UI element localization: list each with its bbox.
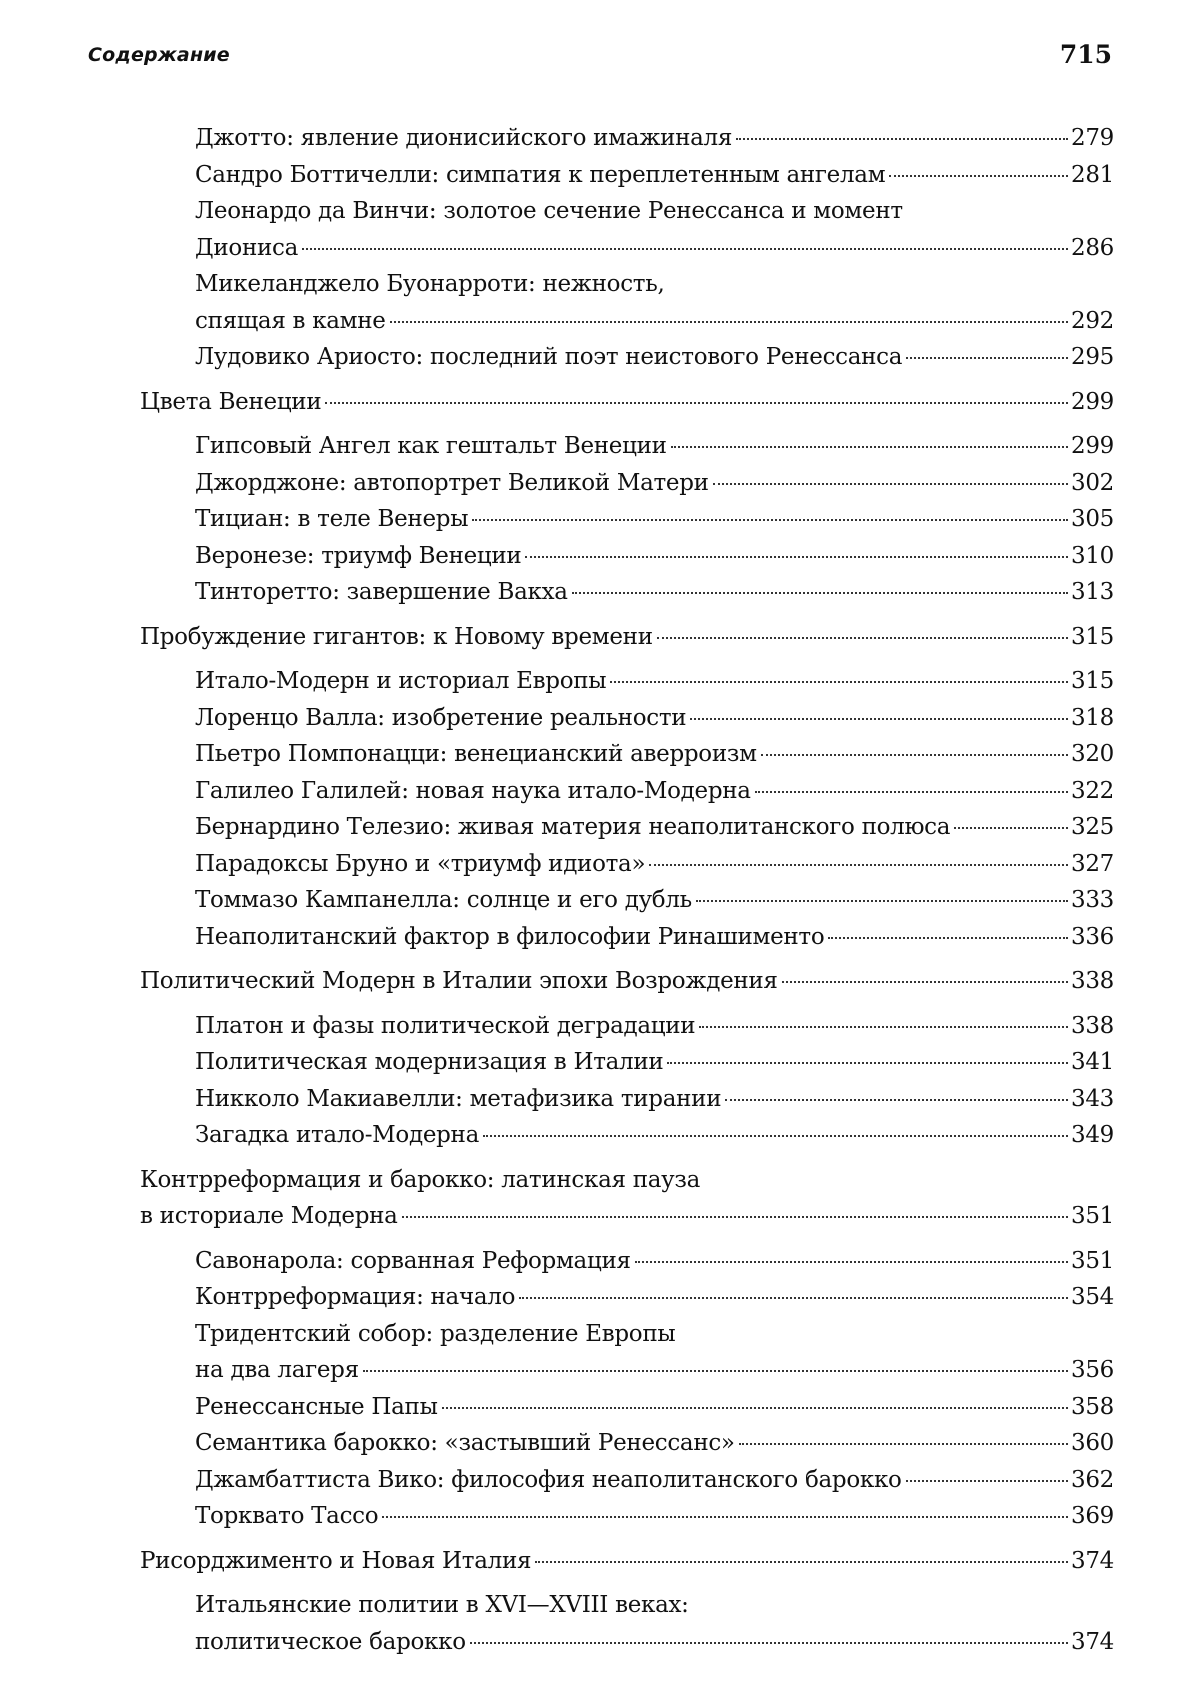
- toc-entry-title: Платон и фазы политической деградации: [195, 1012, 696, 1039]
- toc-subsection-entry[interactable]: [195, 157, 1114, 194]
- dot-leader: [525, 540, 1068, 563]
- toc-entry-line: [140, 1198, 1114, 1235]
- toc-entry-line: [140, 619, 1114, 656]
- toc-entry-title: Парадоксы Бруно и «триумф идиота»: [195, 850, 646, 877]
- toc-subsection-entry[interactable]: [195, 846, 1114, 883]
- toc-entry-line: [195, 339, 1114, 376]
- toc-page-number: 338: [1071, 1012, 1114, 1039]
- dot-leader: [667, 1046, 1068, 1069]
- toc-page-number: 351: [1071, 1203, 1114, 1229]
- toc-subsection-entry[interactable]: [195, 1587, 1114, 1660]
- toc-entry-title: Рисорджименто и Новая Италия: [140, 1547, 532, 1574]
- dot-leader: [889, 159, 1068, 182]
- toc-page-number: 295: [1071, 344, 1114, 370]
- toc-entry-title: Джамбаттиста Вико: философия неаполитанского барокко: [195, 1466, 902, 1493]
- toc-entry-title: Леонардо да Винчи: золотое сечение Ренессанса и момент: [195, 198, 903, 224]
- dot-leader: [472, 503, 1068, 526]
- page-header: [88, 40, 1112, 72]
- toc-entry-title: Загадка итало-Модерна: [195, 1122, 479, 1148]
- toc-entry-title: Пробуждение гигантов: к Новому времени: [140, 623, 653, 650]
- dot-leader: [671, 430, 1068, 453]
- toc-entry-line: [195, 1316, 1114, 1353]
- toc-subsection-entry[interactable]: [195, 574, 1114, 611]
- toc-entry-line: [195, 266, 1114, 303]
- toc-page-number: 333: [1071, 887, 1114, 913]
- dot-leader: [470, 1626, 1068, 1649]
- toc-entry-title: Джорджоне: автопортрет Великой Матери: [195, 469, 709, 496]
- dot-leader: [725, 1083, 1068, 1106]
- toc-subsection-entry[interactable]: [195, 1008, 1114, 1045]
- toc-page-number: 299: [1071, 433, 1114, 459]
- dot-leader: [635, 1245, 1068, 1268]
- table-of-contents: [140, 120, 1114, 1660]
- dot-leader: [954, 811, 1068, 834]
- page-number: 715: [1059, 40, 1112, 69]
- toc-entry-line: [140, 963, 1114, 1000]
- toc-entry-title: Веронезе: триумф Венеции: [195, 542, 522, 569]
- toc-page-number: 354: [1071, 1284, 1114, 1310]
- toc-entry-title: Итало-Модерн и историал Европы: [195, 668, 607, 694]
- toc-entry-title: Савонарола: сорванная Реформация: [195, 1247, 631, 1274]
- toc-entry-title: спящая в камне: [195, 307, 386, 334]
- dot-leader: [390, 305, 1068, 328]
- toc-subsection-entry[interactable]: [195, 428, 1114, 465]
- toc-page-number: 305: [1071, 506, 1114, 532]
- toc-section-entry[interactable]: [140, 619, 1114, 656]
- toc-page-number: 336: [1071, 923, 1114, 950]
- toc-entry-line: [195, 303, 1114, 340]
- toc-page-number: 315: [1071, 623, 1114, 650]
- toc-entry-title: Семантика барокко: «застывший Ренессанс»: [195, 1430, 735, 1456]
- toc-page-number: 281: [1071, 161, 1114, 188]
- toc-subsection-entry[interactable]: [195, 1044, 1114, 1081]
- toc-section-entry[interactable]: [140, 1162, 1114, 1235]
- toc-subsection-entry[interactable]: [195, 266, 1114, 339]
- toc-entry-line: [195, 736, 1114, 773]
- toc-section-entry[interactable]: [140, 1543, 1114, 1580]
- toc-subsection-entry[interactable]: [195, 538, 1114, 575]
- toc-subsection-entry[interactable]: [195, 1081, 1114, 1118]
- toc-subsection-entry[interactable]: [195, 120, 1114, 157]
- toc-subsection-entry[interactable]: [195, 193, 1114, 266]
- toc-page-number: 349: [1071, 1122, 1114, 1148]
- toc-entry-line: [195, 1279, 1114, 1316]
- dot-leader: [483, 1119, 1068, 1142]
- toc-entry-line: [195, 1081, 1114, 1118]
- toc-page-number: 360: [1071, 1430, 1114, 1456]
- toc-entry-title: Тициан: в теле Венеры: [195, 506, 469, 532]
- toc-section-entry[interactable]: [140, 384, 1114, 421]
- dot-leader: [690, 702, 1068, 725]
- toc-entry-title: Итальянские политии в XVI—XVIII веках:: [195, 1592, 689, 1618]
- toc-entry-title: на два лагеря: [195, 1357, 359, 1383]
- toc-entry-title: Тинторетто: завершение Вакха: [195, 579, 568, 605]
- toc-subsection-entry[interactable]: [195, 1279, 1114, 1316]
- toc-entry-title: Контрреформация: начало: [195, 1284, 516, 1310]
- toc-entry-line: [195, 465, 1114, 502]
- toc-entry-line: [195, 773, 1114, 810]
- toc-subsection-entry[interactable]: [195, 1462, 1114, 1499]
- toc-entry-title: Микеланджело Буонарроти: нежность,: [195, 271, 665, 297]
- toc-page-number: 310: [1071, 542, 1114, 569]
- toc-subsection-entry[interactable]: [195, 919, 1114, 956]
- toc-entry-line: [195, 193, 1114, 230]
- dot-leader: [363, 1354, 1068, 1377]
- toc-entry-title: Томмазо Кампанелла: солнце и его дубль: [195, 887, 692, 913]
- toc-entry-title: Неаполитанский фактор в философии Ринашименто: [195, 923, 825, 950]
- toc-entry-title: Сандро Боттичелли: симпатия к переплетенным ангелам: [195, 161, 886, 188]
- dot-leader: [402, 1200, 1068, 1223]
- dot-leader: [519, 1281, 1068, 1304]
- toc-page-number: 341: [1071, 1049, 1114, 1075]
- toc-entry-line: [195, 700, 1114, 737]
- toc-entry-line: [195, 538, 1114, 575]
- toc-entry-title: Никколо Макиавелли: метафизика тирании: [195, 1085, 722, 1112]
- toc-entry-line: [195, 157, 1114, 194]
- dot-leader: [906, 341, 1068, 364]
- dot-leader: [713, 467, 1068, 490]
- toc-subsection-entry[interactable]: [195, 809, 1114, 846]
- toc-page-number: 374: [1071, 1547, 1114, 1574]
- toc-entry-title: Цвета Венеции: [140, 388, 322, 415]
- toc-entry-line: [195, 846, 1114, 883]
- toc-page-number: 302: [1071, 469, 1114, 496]
- toc-subsection-entry[interactable]: [195, 1389, 1114, 1426]
- dot-leader: [535, 1545, 1068, 1568]
- toc-page-number: 313: [1071, 579, 1114, 605]
- toc-subsection-entry[interactable]: [195, 1316, 1114, 1389]
- dot-leader: [699, 1010, 1068, 1033]
- toc-page-number: 343: [1071, 1085, 1114, 1112]
- dot-leader: [736, 122, 1068, 145]
- toc-page-number: 374: [1071, 1628, 1114, 1655]
- toc-page-number: 292: [1071, 307, 1114, 334]
- toc-entry-title: политическое барокко: [195, 1628, 466, 1655]
- toc-entry-title: Тридентский собор: разделение Европы: [195, 1320, 676, 1347]
- dot-leader: [755, 775, 1068, 798]
- toc-page-number: 362: [1071, 1466, 1114, 1493]
- toc-entry-title: Галилео Галилей: новая наука итало-Модерна: [195, 777, 751, 804]
- dot-leader: [325, 386, 1068, 409]
- dot-leader: [572, 576, 1068, 599]
- toc-entry-line: [195, 919, 1114, 956]
- dot-leader: [696, 884, 1068, 907]
- dot-leader: [739, 1427, 1068, 1450]
- dot-leader: [761, 738, 1068, 761]
- toc-entry-line: [195, 428, 1114, 465]
- toc-entry-line: [195, 1352, 1114, 1389]
- toc-entry-line: [195, 1425, 1114, 1462]
- toc-page-number: 279: [1071, 125, 1114, 151]
- toc-entry-line: [195, 663, 1114, 700]
- dot-leader: [442, 1391, 1068, 1414]
- toc-entry-line: [195, 574, 1114, 611]
- toc-entry-line: [195, 1008, 1114, 1045]
- dot-leader: [610, 665, 1068, 688]
- dot-leader: [657, 621, 1068, 644]
- toc-entry-title: Лудовико Ариосто: последний поэт неистового Ренессанса: [195, 344, 903, 370]
- toc-subsection-entry[interactable]: [195, 882, 1114, 919]
- toc-entry-line: [195, 809, 1114, 846]
- toc-page-number: 322: [1071, 777, 1114, 804]
- toc-entry-line: [195, 1462, 1114, 1499]
- toc-entry-title: Контрреформация и барокко: латинская пауза: [140, 1166, 701, 1193]
- toc-entry-title: Диониса: [195, 234, 299, 261]
- toc-entry-title: Политическая модернизация в Италии: [195, 1049, 664, 1075]
- toc-subsection-entry[interactable]: [195, 501, 1114, 538]
- toc-page-number: 356: [1071, 1357, 1114, 1383]
- toc-entry-title: Бернардино Телезио: живая материя неаполитанского полюса: [195, 814, 951, 840]
- toc-entry-title: Гипсовый Ангел как гештальт Венеции: [195, 433, 667, 459]
- toc-entry-title: Пьетро Помпонацци: венецианский аверроизм: [195, 741, 757, 767]
- toc-subsection-entry[interactable]: [195, 1117, 1114, 1154]
- toc-subsection-entry[interactable]: [195, 1243, 1114, 1280]
- toc-subsection-entry[interactable]: [195, 465, 1114, 502]
- toc-entry-title: в историале Модерна: [140, 1203, 398, 1229]
- toc-page-number: 327: [1071, 850, 1114, 877]
- toc-entry-line: [195, 1498, 1114, 1535]
- toc-subsection-entry[interactable]: [195, 736, 1114, 773]
- toc-entry-line: [195, 1389, 1114, 1426]
- toc-entry-line: [195, 120, 1114, 157]
- dot-leader: [382, 1500, 1068, 1523]
- toc-page-number: 369: [1071, 1503, 1114, 1529]
- toc-entry-line: [195, 1044, 1114, 1081]
- toc-entry-title: Лоренцо Валла: изобретение реальности: [195, 704, 687, 731]
- toc-page-number: 325: [1071, 814, 1114, 840]
- toc-page-number: 351: [1071, 1247, 1114, 1274]
- toc-entry-line: [140, 1162, 1114, 1199]
- toc-page-number: 318: [1071, 704, 1114, 731]
- dot-leader: [649, 848, 1068, 871]
- dot-leader: [906, 1464, 1068, 1487]
- toc-entry-line: [195, 1117, 1114, 1154]
- toc-entry-line: [195, 501, 1114, 538]
- toc-entry-title: Джотто: явление дионисийского имажиналя: [195, 125, 733, 151]
- dot-leader: [302, 232, 1068, 255]
- toc-page-number: 358: [1071, 1393, 1114, 1420]
- toc-section-entry[interactable]: [140, 963, 1114, 1000]
- toc-entry-line: [195, 1587, 1114, 1624]
- toc-page-number: 299: [1071, 388, 1114, 415]
- toc-entry-line: [140, 1543, 1114, 1580]
- toc-subsection-entry[interactable]: [195, 773, 1114, 810]
- toc-subsection-entry[interactable]: [195, 339, 1114, 376]
- toc-entry-title: Торквато Тассо: [195, 1503, 379, 1529]
- toc-page-number: 286: [1071, 234, 1114, 261]
- toc-subsection-entry[interactable]: [195, 1425, 1114, 1462]
- running-head: Содержание: [88, 44, 230, 66]
- toc-entry-title: Политический Модерн в Италии эпохи Возрождения: [140, 968, 778, 994]
- toc-page-number: 315: [1071, 668, 1114, 694]
- toc-entry-line: [195, 882, 1114, 919]
- toc-subsection-entry[interactable]: [195, 663, 1114, 700]
- toc-page-number: 320: [1071, 741, 1114, 767]
- toc-subsection-entry[interactable]: [195, 1498, 1114, 1535]
- toc-entry-title: Ренессансные Папы: [195, 1393, 438, 1420]
- toc-entry-line: [195, 230, 1114, 267]
- toc-entry-line: [195, 1243, 1114, 1280]
- toc-entry-line: [140, 384, 1114, 421]
- toc-subsection-entry[interactable]: [195, 700, 1114, 737]
- toc-entry-line: [195, 1624, 1114, 1661]
- dot-leader: [828, 921, 1068, 944]
- dot-leader: [782, 965, 1068, 988]
- toc-page-number: 338: [1071, 968, 1114, 994]
